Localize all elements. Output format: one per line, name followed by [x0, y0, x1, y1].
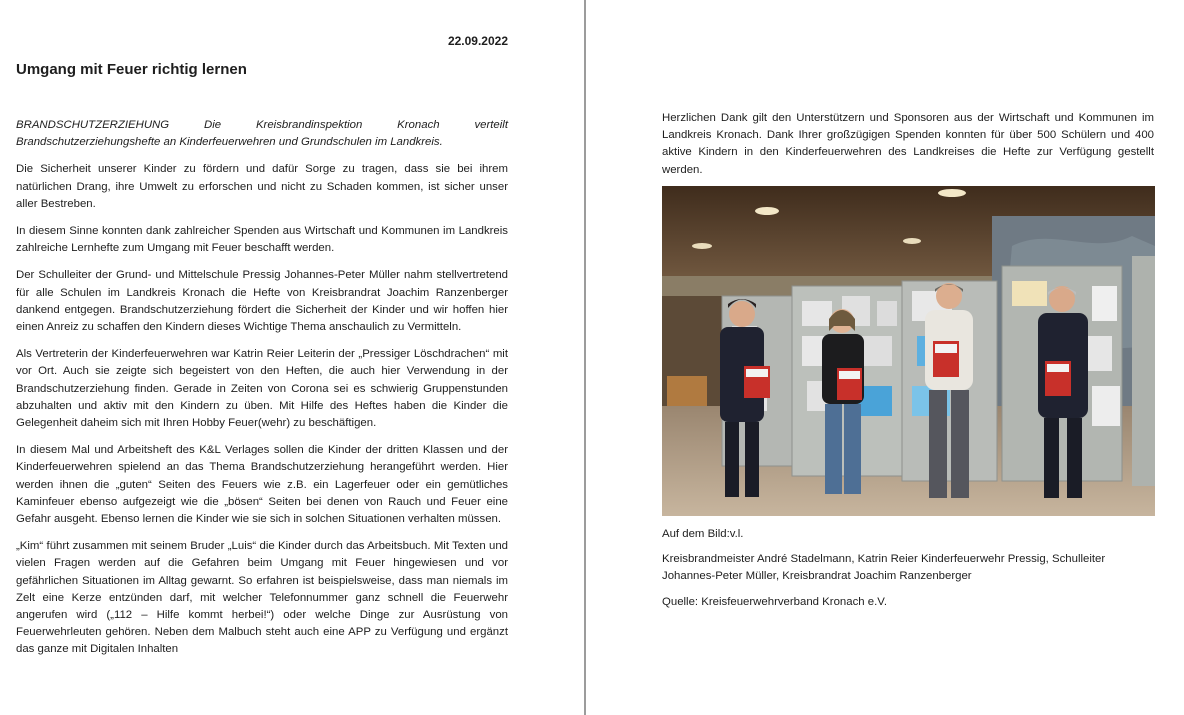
article-paragraph: Der Schulleiter der Grund- und Mittelschule Pressig Johannes-Peter Müller nahm stellvertretend für alle Schulen im Landkreis Kronach die Hefte von Kreisbrandrat Joachim Ranzenberger dankend entgegen. Brandschutzerziehung fördert die Sicherheit der Kinder und wir hoffen hier einen Anreiz zu schaffen den Kindern dieses Wichtige Thema anschaulich zu Vermitteln. — [16, 269, 508, 334]
thanks-block — [662, 110, 1154, 179]
photo-caption-intro: Auf dem Bild:v.l. — [662, 528, 744, 540]
group-photo-illustration — [662, 186, 1155, 516]
left-page — [0, 0, 585, 715]
article-paragraph: Als Vertreterin der Kinderfeuerwehren war Katrin Reier Leiterin der „Pressiger Löschdrachen“ mit vor Ort. Auch sie zeigte sich begeistert von den Heften, die auch hier Verwendung in der Brandschutzerziehung finden. Gerade in Zeiten von Corona sei es schwierig Gruppenstunden abzuhalten und aktiv mit den Kindern zu üben. Mit Hilfe des Heftes haben die Kinder die Gelegenheit daheim sich mit Ihren Hobby Feuer(wehr) zu beschäftigen. — [16, 348, 508, 430]
article-paragraph: In diesem Sinne konnten dank zahlreicher Spenden aus Wirtschaft und Kommunen im Landkreis zahlreiche Lernhefte zum Umgang mit Feuer beschafft werden. — [16, 225, 508, 255]
article-paragraph: Die Sicherheit unserer Kinder zu fördern und dafür Sorge zu tragen, dass sie bei ihrem natürlichen Drang, ihre Umwelt zu erforschen und nicht zu Schaden kommen, ist sicher unser aller Bestreben. — [16, 163, 508, 210]
article-title: Umgang mit Feuer richtig lernen — [16, 61, 247, 78]
article-lead: BRANDSCHUTZERZIEHUNG Die Kreisbrandinspektion Kronach verteilt Brandschutzerziehungshefte an Kinderfeuerwehren und Grundschulen im Landkreis. — [16, 119, 508, 149]
article-paragraph: In diesem Mal und Arbeitsheft des K&L Verlages sollen die Kinder der dritten Klassen und der Kinderfeuerwehren spielend an das Thema Brandschutzerziehung herangeführt werden. Hier werden ihnen die „guten“ Seiten des Feuers wie z.B. ein Lagerfeuer oder ein gemütliches Kaminfeuer ebenso aufgezeigt wie die „bösen“ Seiten bei denen von Rauch und Feuer eine Gefahr ausgeht. Ebenso lernen die Kinder wie sie sich in solchen Situationen verhalten müssen. — [16, 444, 508, 526]
right-page — [586, 0, 1184, 715]
photo-source: Quelle: Kreisfeuerwehrverband Kronach e.V. — [662, 596, 887, 608]
group-photo — [662, 186, 1155, 516]
article-date: 22.09.2022 — [447, 34, 508, 48]
thanks-paragraph: Herzlichen Dank gilt den Unterstützern und Sponsoren aus der Wirtschaft und Kommunen im Landkreis Kronach. Dank Ihrer großzügigen Spenden konnten für über 500 Schülern und 400 aktive Kindern in den Kinderfeuerwehren des Landkreises die Hefte zur Verfügung gestellt werden. — [662, 112, 1154, 176]
photo-caption-names: Kreisbrandmeister André Stadelmann, Katrin Reier Kinderfeuerwehr Pressig, Schulleiter Johannes-Peter Müller, Kreisbrandrat Joachim Ranzenberger — [662, 553, 1106, 583]
article-body — [16, 117, 508, 669]
article-paragraph: „Kim“ führt zusammen mit seinem Bruder „Luis“ die Kinder durch das Arbeitsbuch. Mit Texten und vielen Fragen werden auf die Gefahren beim Umgang mit Feuer hingewiesen und vor gefährlichen Situationen im Alltag gewarnt. So erfahren ist beispielsweise, dass man niemals im Zelt eine Kerze entzünden darf, mit welcher Telefonnummer ganz schnell die Feuerwehr angerufen wird („112 – Hilfe kommt herbei!“) oder welche Dinge zur Ausrüstung von Feuerwehrleuten gehören. Neben dem Malbuch steht auch eine APP zu Verfügung und ergänzt das ganze mit Digitalen Inhalten — [16, 540, 508, 656]
